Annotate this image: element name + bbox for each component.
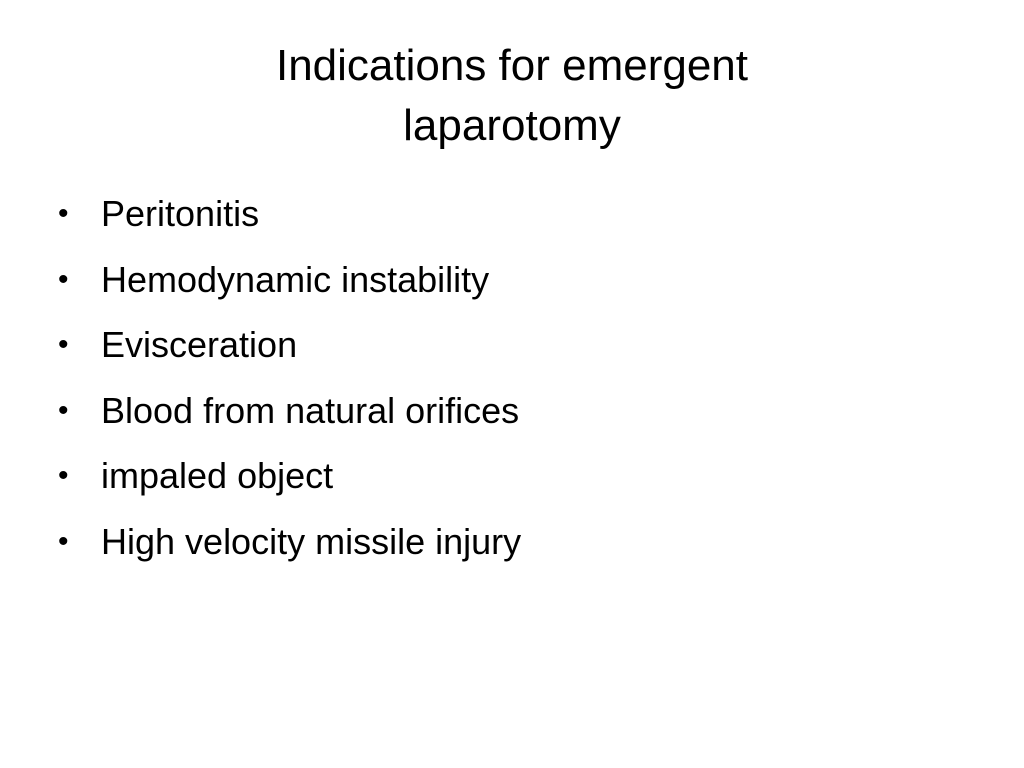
bullet-item-high-velocity-missile-injury — [56, 516, 956, 582]
bullet-text: Evisceration — [101, 324, 298, 365]
bullet-dot-icon: • — [58, 262, 69, 296]
slide-title-line-1: Indications for emergent — [275, 41, 749, 90]
bullet-text: High velocity missile injury — [101, 520, 522, 562]
bullet-item-hemodynamic-instability — [56, 254, 956, 320]
bullet-text: Peritonitis — [101, 193, 260, 234]
bullet-text: Blood from natural orifices — [101, 389, 520, 431]
bullet-dot-icon: • — [58, 459, 69, 492]
bullet-dot-icon: • — [58, 328, 69, 361]
bullet-text: impaled object — [101, 455, 334, 496]
bullet-dot-icon: • — [58, 524, 69, 558]
bullet-item-impaled-object — [56, 450, 956, 516]
bullet-item-evisceration — [56, 319, 956, 385]
bullet-text: Hemodynamic instability — [101, 258, 490, 300]
bullet-dot-icon: • — [58, 197, 69, 230]
bullet-item-blood-from-natural-orifices — [56, 385, 956, 451]
bullet-list — [56, 188, 956, 581]
slide-title-line-2: laparotomy — [403, 101, 621, 150]
bullet-dot-icon: • — [58, 393, 69, 427]
bullet-item-peritonitis — [56, 188, 956, 254]
slide-title — [112, 36, 912, 156]
